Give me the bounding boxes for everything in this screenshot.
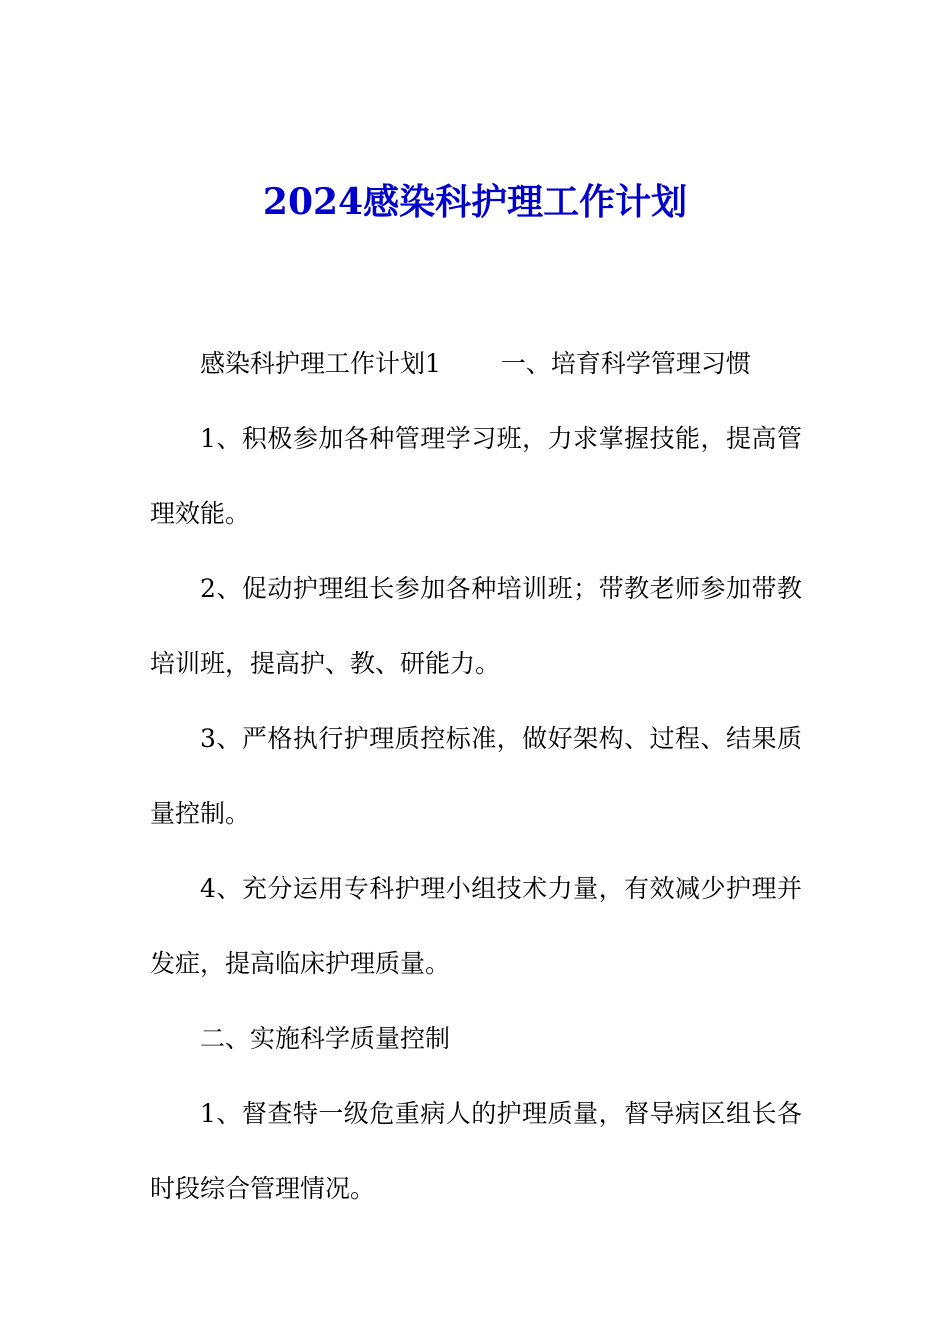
paragraph-6: 二、实施科学质量控制	[200, 1024, 451, 1053]
section-heading-1: 一、培育科学管理习惯	[500, 349, 751, 378]
paragraph-5: 4、充分运用专科护理小组技术力量，有效减少护理并发症，提高临床护理质量。	[150, 874, 802, 978]
paragraph-7: 1、督查特一级危重病人的护理质量，督导病区组长各时段综合管理情况。	[150, 1099, 802, 1203]
paragraph-2: 1、积极参加各种管理学习班，力求掌握技能，提高管理效能。	[150, 424, 802, 528]
section-heading-lead: 感染科护理工作计划1	[200, 349, 441, 378]
paragraph-3: 2、促动护理组长参加各种培训班；带教老师参加带教培训班，提高护、教、研能力。	[150, 574, 802, 678]
document-body	[150, 326, 802, 1226]
document-title: 2024感染科护理工作计划	[262, 181, 688, 223]
paragraph-1	[150, 326, 802, 401]
paragraph-4: 3、严格执行护理质控标准，做好架构、过程、结果质量控制。	[150, 724, 802, 828]
